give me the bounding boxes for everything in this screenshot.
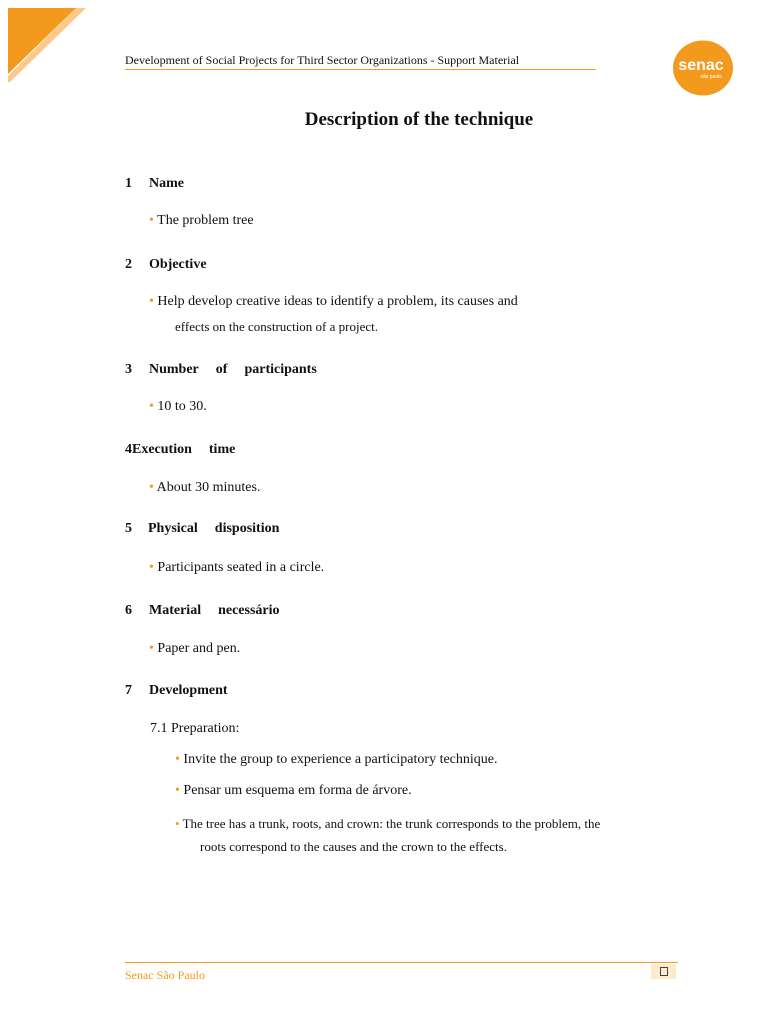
list-item-continuation: effects on the construction of a project. [175,319,378,334]
section-number: 1 [125,176,132,191]
senac-logo [672,40,734,96]
section-title-word: of [215,362,228,377]
header-divider [125,69,596,70]
bullet-icon: • [149,399,154,414]
list-item: • 10 to 30. [149,399,207,414]
subsection-heading: 7.1 Preparation: [150,721,240,736]
list-item: • The problem tree [149,213,254,228]
section-title-word: Execution [132,442,192,457]
section-title-word: Development [149,683,228,698]
section-heading-2 [125,257,207,273]
list-item: • Help develop creative ideas to identify a problem, its causes and [149,294,518,309]
section-title-word: Number [149,362,199,377]
section-title-word: time [208,442,236,457]
list-item: • Pensar um esquema em forma de árvore. [175,783,412,798]
section-title-word: Objective [149,257,207,272]
section-title-word: participants [244,362,317,377]
list-item: • Participants seated in a circle. [149,560,325,575]
bullet-icon: • [149,294,154,309]
header-title: Development of Social Projects for Third Sector Organizations - Support Material [125,53,520,67]
footer-text: Senac São Paulo [125,968,205,982]
section-title-word: Name [149,176,184,191]
section-title-word: Material [149,603,202,618]
section-title-word: necessário [218,603,280,618]
document-title: Description of the technique [304,109,534,130]
list-item: • Invite the group to experience a participatory technique. [175,752,498,767]
section-number: 6 [125,603,132,618]
bullet-icon: • [149,213,154,228]
section-heading-5 [125,521,279,537]
section-title-word: Physical [148,521,198,536]
section-title-word: disposition [214,521,280,536]
logo-subtext: são paulo [700,74,722,80]
bullet-icon: • [175,783,180,798]
list-item: • Paper and pen. [149,641,241,656]
list-item-continuation: roots correspond to the causes and the crown to the effects. [200,839,507,854]
corner-decoration [0,0,92,86]
section-number: 2 [125,257,132,272]
bullet-icon: • [149,560,154,575]
section-number: 5 [125,521,132,536]
page-number-box-icon [651,964,676,979]
bullet-icon: • [149,480,154,495]
bullet-icon: • [175,816,180,831]
section-heading-1 [125,176,184,192]
logo-wordmark: senac [678,57,724,74]
section-heading-4 [125,442,235,458]
list-item: • About 30 minutes. [149,480,261,495]
list-item: • The tree has a trunk, roots, and crown: the trunk corresponds to the problem, the [175,816,601,831]
section-heading-3 [125,362,317,378]
bullet-icon: • [175,752,180,767]
section-number: 3 [125,362,132,377]
bullet-icon: • [149,641,154,656]
section-heading-7 [125,683,228,699]
section-number: 4 [125,442,132,457]
section-heading-6 [125,603,280,619]
section-number: 7 [125,683,132,698]
footer-divider [125,962,678,963]
